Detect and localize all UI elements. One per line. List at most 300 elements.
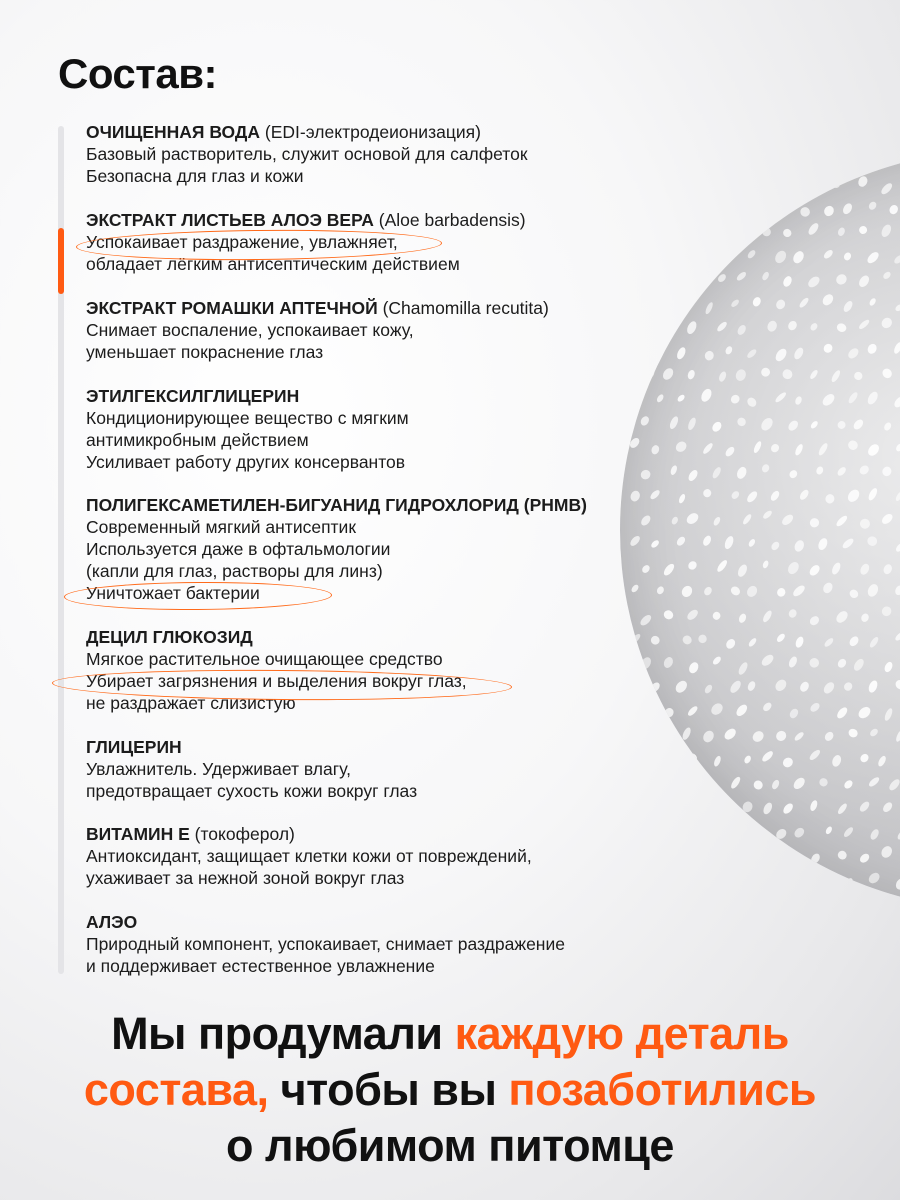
pad-perforation — [880, 605, 893, 618]
pad-perforation — [893, 253, 900, 265]
pad-perforation — [847, 391, 859, 405]
pad-perforation — [808, 516, 821, 529]
pad-perforation — [829, 178, 841, 190]
pad-perforation — [894, 584, 900, 596]
pad-perforation — [730, 298, 740, 308]
pad-perforation — [662, 562, 676, 577]
pad-perforation — [768, 200, 782, 214]
pad-perforation — [681, 634, 693, 646]
pad-perforation — [673, 679, 689, 695]
pad-perforation — [639, 514, 652, 528]
pad-perforation — [628, 200, 642, 215]
ingredient-desc: ухаживает за нежной зоной вокруг глаз — [86, 868, 405, 888]
pad-perforation — [674, 828, 689, 843]
pad-perforation — [752, 202, 762, 214]
pad-perforation — [687, 468, 700, 482]
pad-perforation — [846, 439, 859, 452]
pad-perforation — [798, 488, 810, 501]
pad-perforation — [629, 534, 642, 547]
pad-perforation — [809, 322, 819, 332]
pad-perforation — [650, 731, 661, 742]
pad-perforation — [745, 490, 759, 504]
pad-perforation — [669, 896, 681, 909]
pad-perforation — [639, 655, 654, 671]
pad-perforation — [820, 392, 836, 408]
pad-perforation — [736, 416, 748, 428]
pad-perforation — [650, 251, 660, 263]
pad-perforation — [896, 830, 900, 840]
pad-perforation — [774, 729, 788, 743]
pad-perforation — [836, 322, 848, 333]
pad-perforation — [783, 852, 794, 863]
pad-perforation — [746, 249, 757, 260]
pad-perforation — [730, 490, 741, 501]
pad-perforation — [842, 826, 854, 839]
pad-perforation — [639, 415, 651, 427]
ingredient-name: ВИТАМИН Е (токоферол) — [86, 824, 295, 844]
pad-perforation — [627, 827, 643, 843]
pad-perforation — [644, 272, 659, 288]
ingredient-desc: Базовый растворитель, служит основой для салфеток — [86, 144, 528, 164]
pad-perforation — [822, 342, 834, 354]
pad-perforation — [817, 442, 829, 457]
pad-perforation — [788, 469, 799, 480]
pad-perforation — [639, 613, 653, 627]
pad-perforation — [814, 177, 825, 189]
pad-perforation — [712, 516, 721, 527]
ingredient-item — [86, 911, 565, 977]
pad-perforation — [760, 174, 771, 186]
pad-perforation — [663, 706, 675, 719]
ingredient-desc: Усиливает работу других консервантов — [86, 452, 406, 472]
pad-perforation — [686, 800, 700, 815]
pad-perforation — [650, 444, 660, 455]
pad-perforation — [641, 803, 652, 815]
pad-perforation — [723, 535, 735, 550]
pad-perforation — [775, 632, 786, 643]
pad-perforation — [664, 851, 676, 865]
pad-perforation — [735, 847, 748, 860]
pad-perforation — [867, 776, 880, 789]
pad-perforation — [737, 661, 749, 676]
pad-perforation — [722, 726, 737, 741]
ingredient-desc: обладает лёгким антисептическим действием — [86, 254, 460, 274]
pad-perforation — [703, 350, 715, 362]
pad-perforation — [737, 901, 747, 910]
pad-perforation — [793, 539, 806, 553]
pad-perforation — [858, 517, 872, 531]
pad-perforation — [738, 613, 748, 624]
pad-perforation — [631, 685, 643, 699]
pad-perforation — [787, 419, 800, 433]
ingredient-desc: предотвращает сухость кожи вокруг глаз — [86, 781, 418, 801]
list-rail-accent — [58, 228, 64, 294]
pad-perforation — [747, 538, 756, 548]
pad-perforation — [741, 178, 753, 190]
pad-perforation — [741, 800, 755, 814]
pad-perforation — [649, 155, 661, 168]
pad-perforation — [654, 775, 666, 790]
slogan-line: состава, чтобы вы позаботились — [83, 1064, 817, 1115]
pad-perforation — [696, 873, 710, 887]
pad-perforation — [762, 509, 773, 520]
ingredient-desc: Успокаивает раздражение, увлажняет, — [86, 232, 398, 252]
ingredient-note: (EDI-электродеионизация) — [264, 122, 481, 142]
pad-perforation — [729, 775, 742, 790]
ingredient-desc: Убирает загрязнения и выделения вокруг глаз, — [86, 671, 467, 691]
pad-perforation — [628, 251, 642, 265]
pad-perforation — [787, 655, 798, 669]
pad-perforation — [846, 346, 860, 360]
pad-perforation — [793, 731, 805, 742]
pad-perforation — [822, 204, 835, 218]
pad-perforation — [702, 488, 713, 499]
pad-perforation — [808, 656, 821, 669]
pad-perforation — [629, 349, 642, 363]
pad-perforation — [760, 366, 772, 378]
pad-perforation — [881, 367, 894, 380]
pad-perforation — [724, 637, 737, 650]
pad-perforation — [774, 874, 789, 889]
pad-perforation — [830, 369, 842, 383]
pad-perforation — [725, 829, 738, 842]
pad-perforation — [736, 563, 749, 578]
pad-perforation — [761, 226, 773, 238]
pad-perforation — [642, 327, 652, 338]
pad-perforation — [712, 611, 722, 621]
pad-perforation — [809, 799, 819, 812]
pad-perforation — [762, 801, 774, 815]
pad-perforation — [841, 202, 854, 216]
pad-perforation — [641, 902, 654, 910]
pad-perforation — [751, 872, 765, 886]
pad-perforation — [882, 563, 893, 576]
pad-perforation — [687, 661, 700, 675]
pad-perforation — [847, 727, 859, 738]
pad-perforation — [818, 776, 830, 788]
pad-perforation — [780, 513, 795, 527]
pad-perforation — [750, 729, 765, 744]
pad-perforation — [680, 152, 692, 164]
pad-perforation — [661, 366, 675, 381]
pad-perforation — [773, 249, 788, 265]
pad-perforation — [894, 490, 900, 502]
pad-perforation — [880, 512, 894, 526]
pad-perforation — [883, 661, 894, 674]
pad-perforation — [729, 585, 742, 598]
pad-perforation — [663, 275, 675, 286]
pad-perforation — [704, 781, 714, 792]
pad-perforation — [794, 636, 805, 649]
pad-perforation — [835, 706, 849, 721]
ingredient-desc: и поддерживает естественное увлажнение — [86, 956, 435, 976]
pad-perforation — [668, 415, 680, 430]
pad-perforation — [836, 897, 850, 910]
pad-perforation — [680, 584, 694, 599]
pad-perforation — [894, 876, 900, 891]
pad-perforation — [792, 346, 805, 361]
pad-perforation — [645, 367, 656, 380]
pad-perforation — [685, 320, 698, 336]
pad-perforation — [807, 221, 821, 236]
pad-perforation — [743, 754, 752, 764]
ingredient-name: АЛЭО — [86, 912, 138, 932]
pad-perforation — [629, 295, 640, 306]
pad-perforation — [735, 270, 747, 282]
pad-perforation — [711, 655, 722, 666]
pad-perforation — [852, 370, 864, 382]
pad-perforation — [809, 701, 822, 713]
pad-perforation — [786, 173, 797, 186]
pad-perforation — [709, 177, 722, 192]
pad-perforation — [760, 844, 776, 860]
pad-perforation — [769, 489, 781, 502]
pad-perforation — [662, 609, 675, 621]
pad-perforation — [688, 853, 701, 867]
pad-perforation — [798, 296, 810, 309]
pad-perforation — [879, 844, 894, 859]
pad-perforation — [867, 679, 879, 694]
pad-perforation — [760, 653, 776, 668]
pad-perforation — [882, 270, 892, 280]
pad-perforation — [676, 393, 686, 402]
pad-perforation — [895, 729, 900, 743]
pad-perforation — [746, 348, 758, 360]
ingredient-name: ГЛИЦЕРИН — [86, 737, 182, 757]
pad-perforation — [751, 152, 764, 167]
pad-perforation — [794, 395, 803, 405]
pad-perforation — [822, 152, 835, 166]
pad-perforation — [736, 324, 748, 337]
pad-perforation — [745, 823, 759, 839]
pad-perforation — [887, 777, 900, 792]
pad-perforation — [740, 225, 753, 238]
ingredient-item — [86, 121, 528, 187]
pad-perforation — [655, 300, 668, 315]
pad-perforation — [782, 228, 793, 239]
slogan-line: Мы продумали каждую деталь — [111, 1008, 789, 1059]
pad-perforation — [756, 899, 768, 910]
pad-perforation — [649, 489, 661, 501]
pad-perforation — [881, 465, 893, 477]
pad-perforation — [821, 292, 836, 307]
pad-perforation — [869, 727, 880, 738]
pad-perforation — [703, 824, 715, 835]
pad-perforation — [848, 635, 861, 648]
pad-perforation — [667, 317, 679, 332]
pad-perforation — [761, 609, 773, 623]
ingredient-desc: Уничтожает бактерии — [86, 583, 260, 603]
pad-perforation — [860, 612, 870, 623]
pad-perforation — [680, 297, 692, 310]
pad-perforation — [630, 583, 640, 593]
pad-perforation — [691, 270, 704, 284]
pad-perforation — [628, 436, 641, 450]
pad-perforation — [782, 275, 794, 288]
pad-perforation — [774, 391, 787, 404]
pad-perforation — [686, 752, 698, 764]
pad-perforation — [821, 581, 834, 595]
ingredient-note: (Chamomilla recutita) — [382, 298, 549, 318]
pad-perforation — [794, 443, 805, 456]
ingredient-item — [86, 736, 417, 802]
ingredient-name: ДЕЦИЛ ГЛЮКОЗИД — [86, 627, 253, 647]
pad-perforation — [661, 226, 676, 241]
pad-perforation — [630, 155, 640, 166]
pad-perforation — [806, 274, 821, 289]
pad-perforation — [701, 246, 714, 260]
pad-perforation — [831, 754, 843, 768]
pad-perforation — [761, 271, 770, 282]
pad-perforation — [873, 154, 885, 167]
pad-perforation — [656, 393, 665, 403]
pad-perforation — [650, 539, 660, 549]
pad-perforation — [859, 562, 871, 576]
pad-perforation — [716, 559, 729, 574]
pad-perforation — [842, 681, 854, 693]
pad-perforation — [888, 204, 900, 216]
pad-perforation — [895, 443, 900, 453]
pad-perforation — [894, 542, 900, 553]
pad-perforation — [724, 445, 736, 458]
pad-perforation — [836, 849, 848, 861]
ingredient-item — [86, 297, 549, 363]
pad-perforation — [716, 320, 729, 333]
ingredient-name: ЭТИЛГЕКСИЛГЛИЦЕРИН — [86, 386, 300, 406]
pad-perforation — [664, 804, 676, 817]
pad-perforation — [837, 226, 846, 237]
slogan — [0, 1006, 900, 1174]
pad-perforation — [766, 319, 779, 333]
pad-perforation — [704, 301, 714, 315]
ingredient-item — [86, 385, 409, 473]
pad-perforation — [715, 223, 728, 239]
pad-perforation — [830, 561, 842, 575]
pad-perforation — [770, 540, 781, 551]
pad-perforation — [809, 369, 819, 381]
pad-perforation — [798, 872, 811, 885]
pad-perforation — [629, 778, 642, 791]
pad-perforation — [722, 152, 735, 165]
ingredient-note: (Aloe barbadensis) — [378, 210, 526, 230]
pad-perforation — [703, 683, 713, 694]
pad-perforation — [836, 419, 847, 430]
pad-perforation — [640, 751, 651, 764]
pad-perforation — [729, 393, 741, 405]
pad-perforation — [675, 780, 688, 793]
pad-perforation — [824, 493, 836, 505]
pad-perforation — [894, 630, 900, 642]
pad-perforation — [879, 316, 894, 331]
pad-perforation — [894, 154, 900, 165]
ingredient-name: ПОЛИГЕКСАМЕТИЛЕН-БИГУАНИД ГИДРОХЛОРИД (PHMB) — [86, 495, 587, 515]
pad-perforation — [858, 800, 871, 814]
pad-perforation — [627, 868, 643, 885]
ingredient-name: ОЧИЩЕННАЯ ВОДА (EDI-электродеионизация) — [86, 122, 481, 142]
pad-perforation — [843, 251, 853, 261]
pad-perforation — [852, 418, 865, 432]
pad-perforation — [858, 464, 871, 477]
ingredient-desc: Современный мягкий антисептик — [86, 517, 356, 537]
pad-perforation — [735, 465, 748, 480]
ingredient-desc: Мягкое растительное очищающее средство — [86, 649, 443, 669]
pad-perforation — [752, 779, 765, 792]
pad-perforation — [669, 464, 678, 475]
pad-perforation — [745, 396, 758, 409]
ingredient-name: ЭКСТРАКТ РОМАШКИ АПТЕЧНОЙ (Chamomilla recutita) — [86, 298, 549, 318]
pad-perforation — [856, 705, 872, 721]
pad-perforation — [702, 534, 713, 547]
pad-perforation — [641, 564, 652, 575]
pad-perforation — [670, 755, 680, 765]
ingredient-desc: уменьшает покраснение глаз — [86, 342, 324, 362]
pad-perforation — [681, 726, 692, 741]
pad-perforation — [776, 587, 787, 598]
pad-perforation — [654, 200, 667, 213]
pad-perforation — [699, 387, 713, 403]
pad-perforation — [877, 755, 888, 768]
ingredient-name: ЭКСТРАКТ ЛИСТЬЕВ АЛОЭ ВЕРА (Aloe barbadensis) — [86, 210, 526, 230]
pad-perforation — [703, 203, 713, 217]
pad-perforation — [883, 707, 894, 722]
pad-perforation — [711, 466, 722, 480]
pad-perforation — [857, 274, 871, 289]
pad-perforation — [629, 489, 641, 503]
pad-perforation — [809, 852, 821, 865]
pad-perforation — [879, 181, 893, 196]
pad-perforation — [857, 894, 871, 908]
pad-perforation — [734, 703, 749, 718]
pad-perforation — [709, 701, 725, 717]
pad-perforation — [808, 563, 822, 577]
ingredient-desc: не раздражает слизистую — [86, 693, 296, 713]
pad-perforation — [769, 442, 780, 454]
pad-perforation — [639, 468, 653, 482]
pad-perforation — [649, 873, 662, 886]
pad-perforation — [817, 537, 829, 552]
pad-perforation — [781, 802, 794, 816]
pad-perforation — [729, 200, 739, 212]
pad-perforation — [678, 493, 687, 504]
pad-perforation — [843, 779, 854, 790]
pad-perforation — [759, 416, 775, 433]
pad-perforation — [761, 463, 771, 474]
wipe-texture — [620, 150, 900, 910]
pad-perforation — [834, 609, 850, 625]
ingredient-desc: Снимает воспаление, успокаивает кожу, — [86, 320, 414, 340]
pad-perforation — [751, 296, 762, 308]
pad-perforation — [716, 273, 727, 284]
pad-perforation — [848, 588, 860, 600]
pad-perforation — [842, 299, 854, 313]
pad-perforation — [834, 272, 849, 287]
pad-perforation — [781, 756, 795, 770]
pad-perforation — [883, 421, 893, 432]
pad-perforation — [791, 583, 806, 598]
pad-perforation — [685, 511, 701, 526]
pad-perforation — [638, 173, 653, 188]
ingredient-desc: Безопасна для глаз и кожи — [86, 166, 304, 186]
pad-perforation — [857, 175, 870, 189]
pad-perforation — [787, 608, 798, 619]
ingredient-desc: антимикробным действием — [86, 430, 309, 450]
pad-perforation — [835, 514, 849, 528]
pad-perforation — [774, 298, 786, 311]
pad-perforation — [656, 585, 666, 595]
pad-perforation — [858, 318, 871, 330]
pad-perforation — [703, 585, 714, 596]
pad-perforation — [880, 223, 893, 239]
